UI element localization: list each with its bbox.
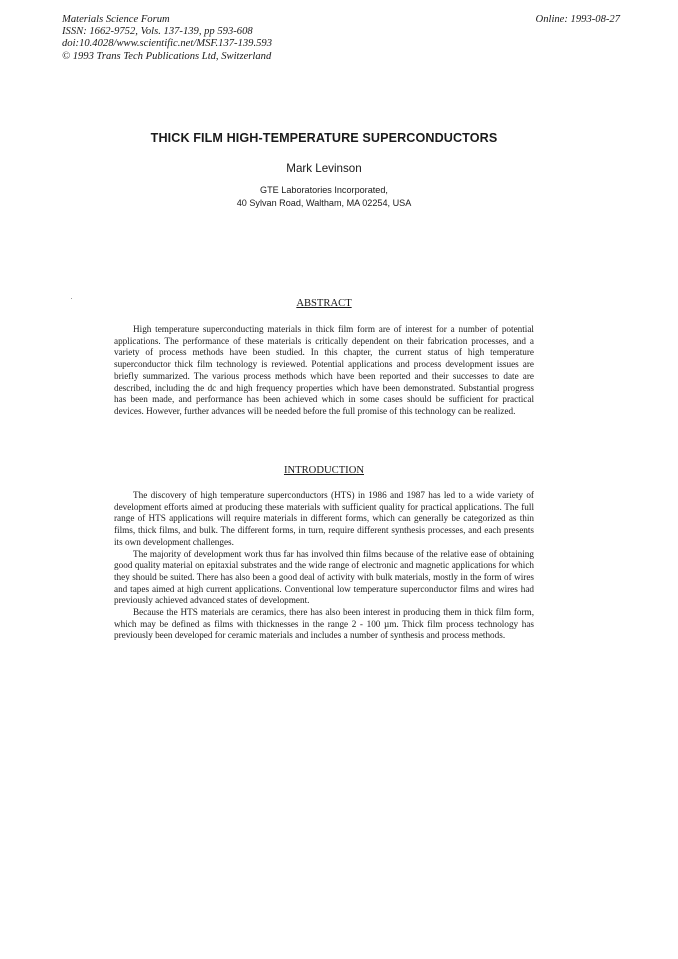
doi-link[interactable]: doi:10.4028/www.scientific.net/MSF.137-139.593 (62, 38, 272, 50)
intro-paragraph-1: The discovery of high temperature superconductors (HTS) in 1986 and 1987 has led to a wide variety of development efforts aimed at producing these materials with sufficient quality for practical applications. The full range of HTS applications will require materials in different forms, which can generally be categorized as thin films, thick films, and bulk. The different forms, in turn, require different synthesis processes, and each presents its own development challenges. (114, 490, 534, 547)
journal-name: Materials Science Forum (62, 14, 170, 25)
intro-paragraph-2: The majority of development work thus far has involved thin films because of the relative ease of obtaining good quality material on epitaxial substrates and the wide range of electronic and magnetic applications for which they should be suited. There has also been a good deal of activity with bulk materials, mostly in the form of wires and tapes aimed at high current applications. Conventional low temperature superconductor films and wires had previously achieved advanced states of development. (114, 548, 534, 606)
introduction-body (114, 490, 534, 642)
affiliation-line-2: 40 Sylvan Road, Waltham, MA 02254, USA (236, 198, 412, 208)
copyright-line: © 1993 Trans Tech Publications Ltd, Switzerland (62, 50, 272, 62)
affiliation (0, 184, 648, 210)
affiliation-line-1: GTE Laboratories Incorporated, (260, 185, 388, 195)
intro-paragraph-3: Because the HTS materials are ceramics, there has also been interest in producing them in thick film form, which may be defined as films with thicknesses in the range 2 - 100 µm. Thick film process technology has previously been developed for ceramic materials and includes a number of synthesis and process methods. (114, 607, 534, 641)
online-date: Online: 1993-08-27 (535, 14, 620, 25)
introduction-heading: INTRODUCTION (283, 465, 365, 476)
author-name: Mark Levinson (286, 162, 362, 175)
paper-title: THICK FILM HIGH-TEMPERATURE SUPERCONDUCTORS (150, 131, 498, 145)
abstract-body (114, 324, 534, 418)
abstract-heading: ABSTRACT (296, 298, 352, 309)
issn-line: ISSN: 1662-9752, Vols. 137-139, pp 593-608 (62, 26, 253, 38)
abstract-paragraph: High temperature superconducting materials in thick film form are of interest for a number of potential applications. The performance of these materials is critically dependent on their fabrication processes, and a variety of process methods have been studied. In this chapter, the current status of high temperature superconductor thick film technology is reviewed. Potential applications and process development issues are briefly summarized. The various process methods which have been reported and their successes to date are described, including the dc and high frequency properties which have been demonstrated. Substantial progress has been made, and performance has been achieved which in some cases should be sufficient for practical devices. However, further advances will be needed before the full promise of this technology can be realized. (114, 324, 534, 416)
journal-header (62, 14, 272, 63)
